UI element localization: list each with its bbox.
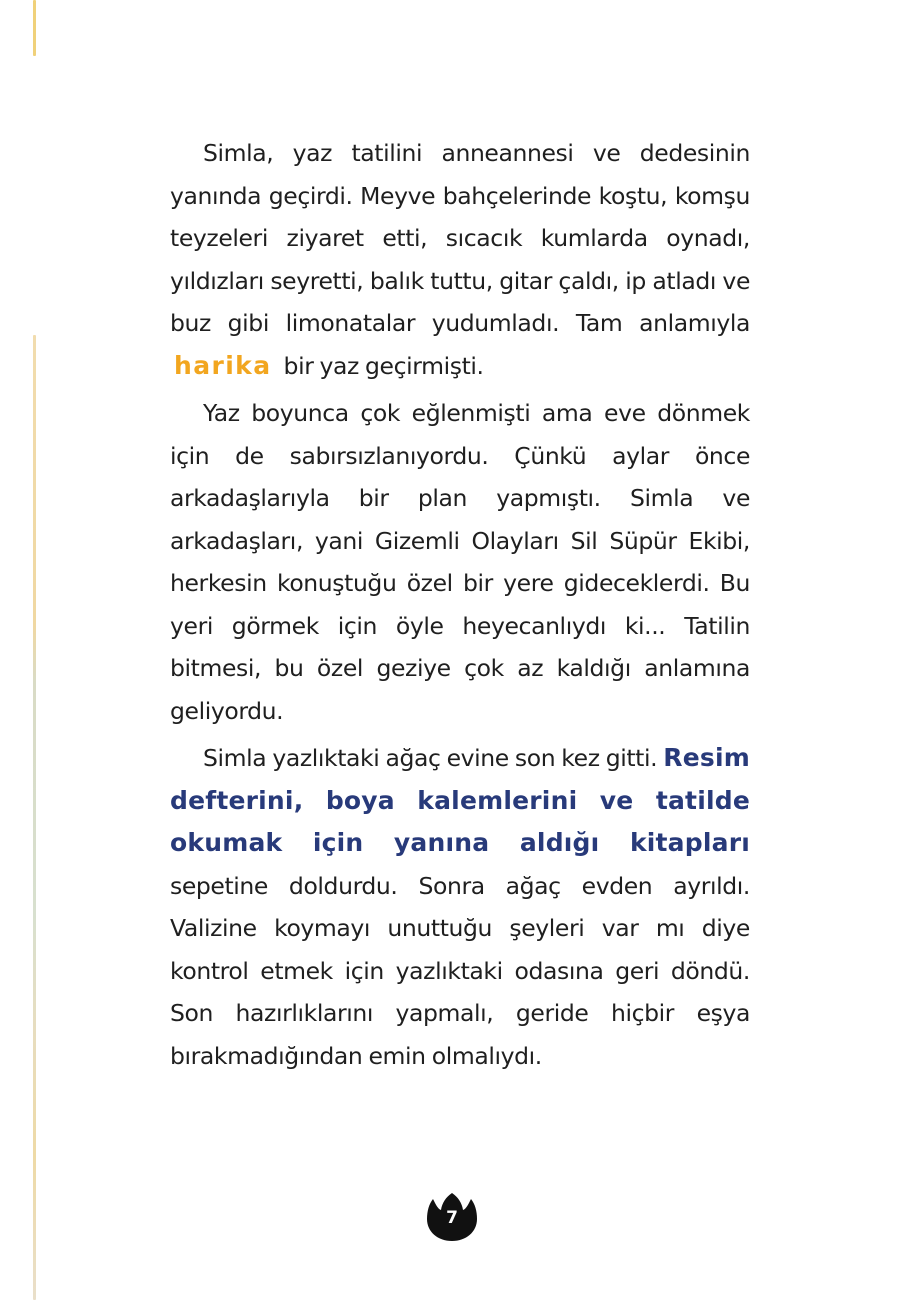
- paragraph-3-text-a: Simla yazlıktaki ağaç evine son kez gitti.: [203, 744, 658, 772]
- paragraph-2-text: Yaz boyunca çok eğlenmişti ama eve dönmek için de sabırsızlanıyordu. Çünkü aylar önce arkadaşlarıyla bir plan yapmıştı. Simla ve arkadaşları, yani Gizemli Olayları Sil Süpür Ekibi, herkesin konuştuğu özel bir yere gideceklerdi. Bu yeri görmek için öyle heyecanlıydı ki... Tatilin bitmesi, bu özel geziye çok az kaldığı anlamına geliyordu.: [170, 399, 750, 725]
- paragraph-2: [170, 392, 750, 732]
- page-edge-decoration-top: [33, 0, 36, 56]
- page-edge-decoration: [33, 335, 36, 1300]
- paragraph-1-text-a: Simla, yaz tatilini anneannesi ve dedesinin yanında geçirdi. Meyve bahçelerinde koştu, komşu teyzeleri ziyaret etti, sıcacık kumlarda oynadı, yıldızları seyretti, balık tuttu, gitar çaldı, ip atladı ve buz gibi limonatalar yudumladı. Tam anlamıyla: [170, 139, 750, 337]
- highlight-word-harika: harika: [174, 350, 272, 380]
- paragraph-1: [170, 132, 750, 387]
- paragraph-3-text-b: sepetine doldurdu. Sonra ağaç evden ayrıldı. Valizine koymayı unuttuğu şeyleri var mı diye kontrol etmek için yazlıktaki odasına geri döndü. Son hazırlıklarını yapmalı, geride hiçbir eşya bırakmadığından emin olmalıydı.: [170, 871, 750, 1070]
- story-text: [170, 132, 750, 1082]
- paragraph-3: [170, 737, 750, 1077]
- highlight-phrase-items: Resim defterini, boya kalemlerini ve tatilde okumak için yanına aldığı kitapları: [170, 743, 750, 857]
- paragraph-1-text-b: bir yaz geçirmişti.: [283, 351, 484, 380]
- page-number: 7: [446, 1208, 458, 1228]
- page-number-badge: [424, 1192, 480, 1242]
